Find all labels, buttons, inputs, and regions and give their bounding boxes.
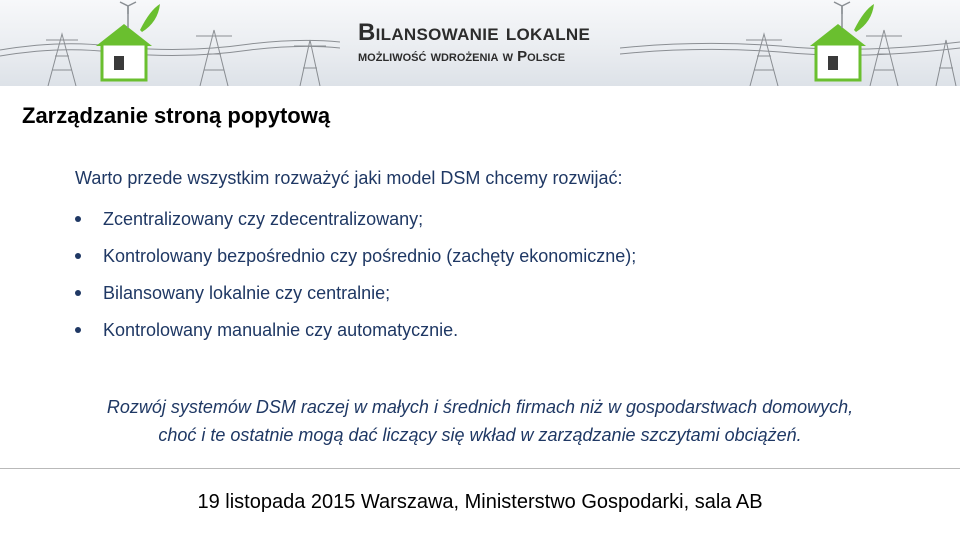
green-house-with-turbine-icon [810,2,874,80]
list-item [75,244,636,281]
bullet-list [75,207,636,355]
header-art-left [0,0,340,86]
note-line: choć i te ostatnie mogą dać liczący się wkład w zarządzanie szczytami obciążeń. [158,425,802,445]
bullet-dot-icon [75,327,81,333]
list-item [75,207,636,244]
footer-divider [0,468,960,469]
list-item-text: Zcentralizowany czy zdecentralizowany; [103,209,424,229]
list-item-text: Kontrolowany manualnie czy automatycznie. [103,320,459,340]
brand [358,20,618,66]
header-banner [0,0,960,86]
intro-text: Warto przede wszystkim rozważyć jaki model DSM chcemy rozwijać: [75,168,623,188]
header-art-right [620,0,960,86]
note-line: Rozwój systemów DSM raczej w małych i średnich firmach niż w gospodarstwach domowych, [106,397,854,417]
list-item-text: Kontrolowany bezpośrednio czy pośrednio (zachęty ekonomiczne); [103,246,637,266]
list-item [75,318,636,355]
bullet-dot-icon [75,253,81,259]
brand-subtitle: możliwość wdrożenia w Polsce [358,48,566,65]
bullet-dot-icon [75,290,81,296]
bullet-dot-icon [75,216,81,222]
brand-title: Bilansowanie lokalne [358,19,591,46]
page-title: Zarządzanie stroną popytową [22,103,331,128]
green-house-with-turbine-icon [96,2,160,80]
italic-note [0,393,960,449]
list-item [75,281,636,318]
list-item-text: Bilansowany lokalnie czy centralnie; [103,283,391,303]
footer-text: 19 listopada 2015 Warszawa, Ministerstwo Gospodarki, sala AB [197,491,763,513]
